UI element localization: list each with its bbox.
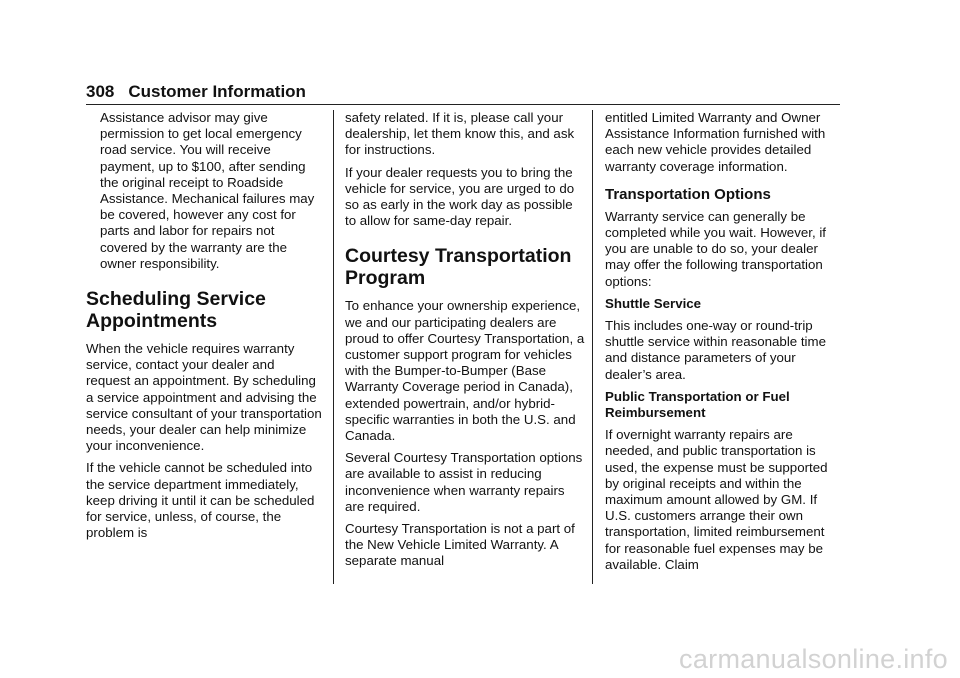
paragraph: When the vehicle requires warranty service, contact your dealer and request an appointment. By scheduling a service appointment and advising the service consultant of your transportation needs, your dealer can help minimize your inconvenience. [86, 341, 322, 454]
page-header [86, 82, 840, 105]
paragraph: Courtesy Transportation is not a part of the New Vehicle Limited Warranty. A separate manual [345, 521, 575, 569]
column-3 [605, 110, 843, 579]
column-divider [333, 110, 334, 584]
column-divider [592, 110, 593, 584]
paragraph: This includes one-way or round-trip shuttle service within reasonable time and distance parameters of your dealer’s area. [605, 318, 826, 382]
paragraph: To enhance your ownership experience, we and our participating dealers are proud to offer Courtesy Transportation, a customer support program for vehicles with the Bumper-to-Bumper (Base Warranty Coverage period in Canada), extended powertrain, and/or hybrid-specific warranties in both the U.S. and Canada. [345, 298, 585, 444]
continued-paragraph: Assistance advisor may give permission to get local emergency road service. You will receive payment, up to $100, after sending the original receipt to Roadside Assistance. Mechanical failures may be covered, however any cost for parts and labor for repairs not covered by the warranty are the owner responsibility. [100, 110, 315, 271]
paragraph: entitled Limited Warranty and Owner Assistance Information furnished with each new vehicle provides detailed warranty coverage information. [605, 110, 826, 174]
column-1 [86, 110, 322, 547]
paragraph: If your dealer requests you to bring the vehicle for service, you are urged to do so as early in the work day as possible to allow for same-day repair. [345, 164, 575, 229]
paragraph: If overnight warranty repairs are needed, and public transportation is used, the expense must be supported by original receipts and within the maximum amount allowed by GM. If U.S. customers arrange their own transportation, limited reimbursement for reasonable fuel expenses may be available. Claim [605, 427, 828, 572]
section-title: Customer Information [128, 82, 306, 101]
paragraph: Warranty service can generally be completed while you wait. However, if you are unable to do so, your dealer may offer the following transportation options: [605, 208, 826, 289]
page-number: 308 [86, 82, 115, 101]
heading-transportation-options: Transportation Options [605, 185, 771, 203]
paragraph: Several Courtesy Transportation options are available to assist in reducing inconvenience when warranty repairs are required. [345, 450, 583, 514]
watermark: carmanualsonline.info [679, 644, 948, 674]
paragraph: If the vehicle cannot be scheduled into the service department immediately, keep driving it until it can be scheduled for service, unless, of course, the problem is [86, 460, 315, 541]
column-2 [345, 110, 585, 576]
subheading-shuttle-service: Shuttle Service [605, 295, 702, 311]
heading-scheduling-service-appointments: Scheduling Service Appointments [86, 288, 266, 333]
paragraph: safety related. If it is, please call your dealership, let them know this, and ask for instructions. [345, 110, 575, 158]
subheading-public-transportation: Public Transportation or Fuel Reimbursement [605, 388, 790, 421]
heading-courtesy-transportation-program: Courtesy Transportation Program [345, 245, 572, 290]
